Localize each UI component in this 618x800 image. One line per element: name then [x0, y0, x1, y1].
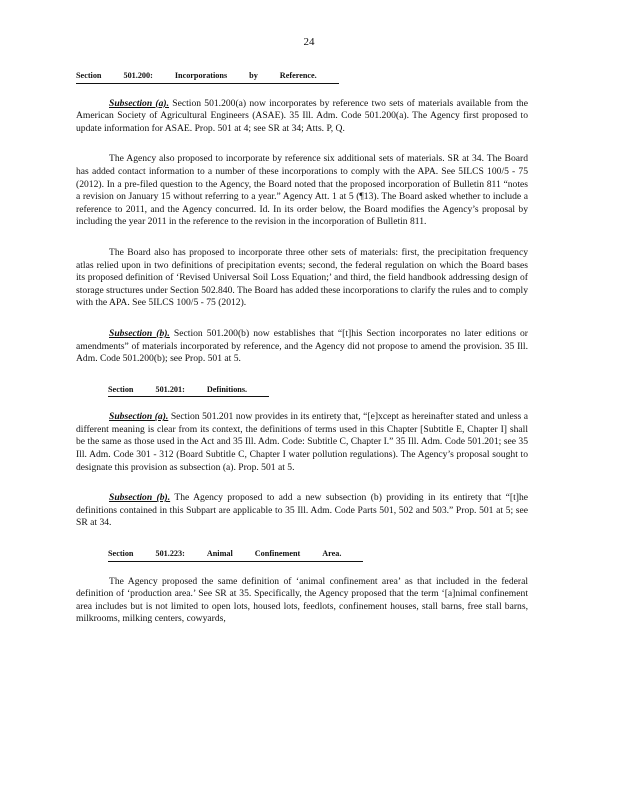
subsection-label: Subsection (a).	[109, 97, 170, 109]
section-heading-text: Section 501.200: Incorporations by Reference.	[76, 70, 339, 84]
section-heading-501-223	[76, 548, 528, 562]
document-body	[76, 70, 528, 626]
paragraph: Subsection (b). Section 501.200(b) now establishes that “[t]his Section incorporates no later editions or amendments” of materials incorporated by reference, and the Agency did not propose to amend the provision. 35 Ill. Adm. Code 501.200(b); see Prop. 501 at 5.	[76, 327, 528, 365]
subsection-label: Subsection (b).	[109, 492, 171, 504]
section-heading-501-201	[76, 384, 528, 398]
section-heading-text: Section 501.201: Definitions.	[108, 384, 269, 398]
paragraph: The Board also has proposed to incorporate three other sets of materials: first, the precipitation frequency atlas relied upon in two definitions of precipitation events; second, the federal regulation on which the Board bases its proposed definition of ‘Revised Universal Soil Loss Equation;’ and third, the field handbook addressing design of storage structures under Section 502.840. The Board has added these incorporations to clarify the rules and to comply with the APA. See 5ILCS 100/5 - 75 (2012).	[76, 246, 528, 309]
page-number: 24	[303, 36, 315, 48]
paragraph: The Agency also proposed to incorporate by reference six additional sets of materials. SR at 34. The Board has added contact information to a number of these incorporations to comply with the APA. See 5ILCS 100/5 - 75 (2012). In a pre-filed question to the Agency, the Board noted that the proposed incorporation of Bulletin 811 “notes a revision on January 15 without referring to a year.” Agency Att. 1 at 5 (¶13). The Board asked whether to include a reference to 2011, and the Agency concurred. Id. In its order below, the Board modifies the Agency’s proposal by including the year 2011 in the reference to the revision in the incorporation of Bulletin 811.	[76, 153, 528, 228]
section-heading-501-200	[76, 70, 528, 84]
subsection-label: Subsection (a).	[109, 411, 169, 423]
paragraph: The Agency proposed the same definition of ‘animal confinement area’ as that included in the federal definition of ‘production area.’ See SR at 35. Specifically, the Agency proposed that the term ‘[a]nimal confinement area includes but is not limited to open lots, housed lots, feedlots, confinement houses, stall barns, free stall barns, milkrooms, milking centers, cowyards,	[76, 575, 528, 625]
paragraph: Subsection (a). Section 501.200(a) now incorporates by reference two sets of materials available from the American Society of Agricultural Engineers (ASAE). 35 Ill. Adm. Code 501.200(a). The Agency first proposed to update information for ASAE. Prop. 501 at 4; see SR at 34; Atts. P, Q.	[76, 97, 528, 134]
subsection-label: Subsection (b).	[109, 327, 170, 339]
paragraph: Subsection (a). Section 501.201 now provides in its entirety that, “[e]xcept as hereinafter stated and unless a different meaning is clear from its context, the definitions of terms used in this Chapter [Subtitle E, Chapter I] shall be the same as those used in the Act and 35 Ill. Adm. Code: Subtitle C, Chapter I.” 35 Ill. Adm. Code 501.201; see 35 Ill. Adm. Code 301 - 312 (Board Subtitle C, Chapter I water pollution regulations). The Agency’s proposal sought to designate this provision as subsection (a). Prop. 501 at 5.	[76, 411, 528, 473]
section-heading-text: Section 501.223: Animal Confinement Area.	[108, 548, 363, 562]
paragraph: Subsection (b). The Agency proposed to add a new subsection (b) providing in its entirety that “[t]he definitions contained in this Subpart are applicable to 35 Ill. Adm. Code Parts 501, 502 and 503.” Prop. 501 at 5; see SR at 34.	[76, 492, 528, 529]
